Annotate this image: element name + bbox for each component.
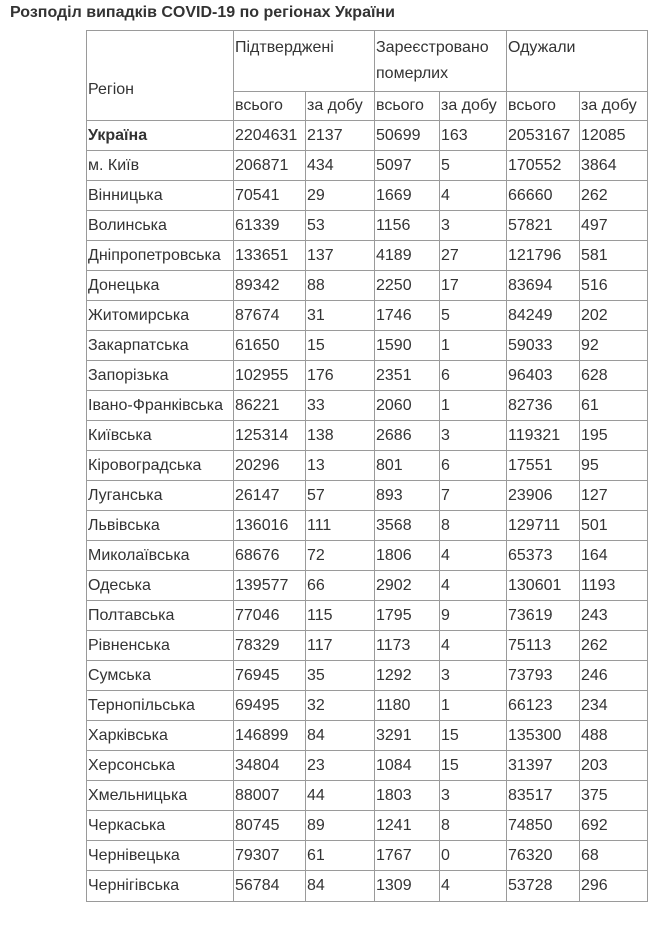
table-row <box>87 601 648 631</box>
cell-recovered-daily: 375 <box>580 781 648 811</box>
cell-recovered-daily: 246 <box>580 661 648 691</box>
cell-recovered-daily: 692 <box>580 811 648 841</box>
table-row <box>87 781 648 811</box>
cell-confirmed-total: 80745 <box>234 811 306 841</box>
cell-region: Херсонська <box>87 751 234 781</box>
table-row <box>87 541 648 571</box>
cell-region: Донецька <box>87 271 234 301</box>
cell-deaths-daily: 4 <box>440 571 507 601</box>
cell-region: Полтавська <box>87 601 234 631</box>
cell-region: Тернопільська <box>87 691 234 721</box>
cell-confirmed-daily: 434 <box>306 151 375 181</box>
cell-region: Чернігівська <box>87 871 234 902</box>
cell-deaths-total: 5097 <box>375 151 440 181</box>
cell-deaths-total: 2250 <box>375 271 440 301</box>
page-title: Розподіл випадків COVID-19 по регіонах України <box>10 4 395 21</box>
cell-confirmed-total: 79307 <box>234 841 306 871</box>
cell-region: Луганська <box>87 481 234 511</box>
cell-region: Харківська <box>87 721 234 751</box>
cell-region: Миколаївська <box>87 541 234 571</box>
cell-confirmed-total: 102955 <box>234 361 306 391</box>
subheader-recovered-total: всього <box>507 92 580 121</box>
cell-confirmed-daily: 23 <box>306 751 375 781</box>
cell-recovered-total: 130601 <box>507 571 580 601</box>
cell-confirmed-total: 20296 <box>234 451 306 481</box>
cell-deaths-total: 2351 <box>375 361 440 391</box>
cell-deaths-total: 801 <box>375 451 440 481</box>
cell-deaths-total: 3291 <box>375 721 440 751</box>
cell-region: Черкаська <box>87 811 234 841</box>
cell-deaths-daily: 3 <box>440 211 507 241</box>
cell-region: Україна <box>87 121 234 151</box>
cell-recovered-total: 121796 <box>507 241 580 271</box>
cell-deaths-daily: 4 <box>440 541 507 571</box>
cell-recovered-total: 73619 <box>507 601 580 631</box>
cell-recovered-total: 76320 <box>507 841 580 871</box>
cell-confirmed-daily: 89 <box>306 811 375 841</box>
cell-confirmed-total: 2204631 <box>234 121 306 151</box>
table-body <box>87 121 648 902</box>
cell-confirmed-daily: 53 <box>306 211 375 241</box>
table-row <box>87 691 648 721</box>
cell-region: Івано-Франківська <box>87 391 234 421</box>
cell-deaths-total: 1241 <box>375 811 440 841</box>
cell-recovered-daily: 68 <box>580 841 648 871</box>
table-row <box>87 721 648 751</box>
table-row <box>87 751 648 781</box>
cell-deaths-daily: 4 <box>440 871 507 902</box>
cell-recovered-daily: 262 <box>580 631 648 661</box>
cell-recovered-daily: 61 <box>580 391 648 421</box>
cell-recovered-daily: 1193 <box>580 571 648 601</box>
table-row <box>87 301 648 331</box>
cell-region: Одеська <box>87 571 234 601</box>
cell-region: Вінницька <box>87 181 234 211</box>
cell-recovered-daily: 516 <box>580 271 648 301</box>
cell-deaths-daily: 3 <box>440 421 507 451</box>
cell-confirmed-total: 206871 <box>234 151 306 181</box>
cell-recovered-total: 23906 <box>507 481 580 511</box>
cell-region: Кіровоградська <box>87 451 234 481</box>
cell-region: м. Київ <box>87 151 234 181</box>
table-row <box>87 241 648 271</box>
cell-deaths-daily: 15 <box>440 721 507 751</box>
cell-confirmed-total: 61339 <box>234 211 306 241</box>
cell-confirmed-daily: 137 <box>306 241 375 271</box>
column-header-region: Регіон <box>87 31 234 121</box>
cell-recovered-daily: 296 <box>580 871 648 902</box>
cell-deaths-total: 1292 <box>375 661 440 691</box>
subheader-deaths-total: всього <box>375 92 440 121</box>
cell-confirmed-total: 86221 <box>234 391 306 421</box>
cell-recovered-total: 66123 <box>507 691 580 721</box>
cell-deaths-total: 1803 <box>375 781 440 811</box>
cell-deaths-daily: 8 <box>440 511 507 541</box>
cell-deaths-daily: 5 <box>440 301 507 331</box>
table-row-total <box>87 121 648 151</box>
cell-deaths-daily: 3 <box>440 661 507 691</box>
cell-deaths-total: 2686 <box>375 421 440 451</box>
cell-recovered-daily: 234 <box>580 691 648 721</box>
cell-confirmed-daily: 88 <box>306 271 375 301</box>
cell-recovered-total: 65373 <box>507 541 580 571</box>
cell-recovered-total: 83517 <box>507 781 580 811</box>
cell-recovered-daily: 164 <box>580 541 648 571</box>
cell-region: Дніпропетровська <box>87 241 234 271</box>
cell-confirmed-daily: 33 <box>306 391 375 421</box>
table-row <box>87 871 648 902</box>
cell-deaths-daily: 27 <box>440 241 507 271</box>
cell-recovered-daily: 262 <box>580 181 648 211</box>
cell-recovered-total: 135300 <box>507 721 580 751</box>
cell-recovered-daily: 92 <box>580 331 648 361</box>
cell-deaths-daily: 163 <box>440 121 507 151</box>
cell-region: Київська <box>87 421 234 451</box>
table-row <box>87 271 648 301</box>
cell-region: Закарпатська <box>87 331 234 361</box>
cell-recovered-total: 2053167 <box>507 121 580 151</box>
cell-recovered-daily: 488 <box>580 721 648 751</box>
cell-deaths-daily: 4 <box>440 631 507 661</box>
cell-recovered-total: 96403 <box>507 361 580 391</box>
table-row <box>87 481 648 511</box>
table-row <box>87 151 648 181</box>
cell-confirmed-daily: 61 <box>306 841 375 871</box>
table-row <box>87 331 648 361</box>
cell-recovered-total: 119321 <box>507 421 580 451</box>
cell-recovered-total: 73793 <box>507 661 580 691</box>
cell-deaths-daily: 6 <box>440 451 507 481</box>
cell-deaths-total: 1180 <box>375 691 440 721</box>
cell-confirmed-total: 133651 <box>234 241 306 271</box>
cell-confirmed-total: 61650 <box>234 331 306 361</box>
subheader-confirmed-total: всього <box>234 92 306 121</box>
cell-deaths-total: 2902 <box>375 571 440 601</box>
cell-deaths-daily: 5 <box>440 151 507 181</box>
cell-deaths-total: 1767 <box>375 841 440 871</box>
cell-region: Запорізька <box>87 361 234 391</box>
cell-recovered-daily: 628 <box>580 361 648 391</box>
cell-recovered-total: 84249 <box>507 301 580 331</box>
cell-confirmed-daily: 32 <box>306 691 375 721</box>
cell-confirmed-total: 68676 <box>234 541 306 571</box>
cell-deaths-daily: 0 <box>440 841 507 871</box>
cell-deaths-daily: 6 <box>440 361 507 391</box>
subheader-deaths-daily: за добу <box>440 92 507 121</box>
cell-deaths-total: 1806 <box>375 541 440 571</box>
cell-recovered-total: 74850 <box>507 811 580 841</box>
cell-confirmed-daily: 31 <box>306 301 375 331</box>
cell-deaths-total: 1309 <box>375 871 440 902</box>
cell-recovered-total: 53728 <box>507 871 580 902</box>
cell-deaths-daily: 3 <box>440 781 507 811</box>
table-row <box>87 451 648 481</box>
cell-recovered-daily: 127 <box>580 481 648 511</box>
cell-confirmed-total: 56784 <box>234 871 306 902</box>
cell-deaths-total: 1173 <box>375 631 440 661</box>
cell-confirmed-total: 88007 <box>234 781 306 811</box>
cell-recovered-daily: 203 <box>580 751 648 781</box>
cell-deaths-daily: 1 <box>440 391 507 421</box>
cell-recovered-total: 170552 <box>507 151 580 181</box>
cell-confirmed-daily: 13 <box>306 451 375 481</box>
cell-deaths-total: 4189 <box>375 241 440 271</box>
table-row <box>87 811 648 841</box>
column-header-deaths: Зареєстровано померлих <box>375 31 507 92</box>
cell-deaths-total: 1156 <box>375 211 440 241</box>
cell-confirmed-total: 77046 <box>234 601 306 631</box>
cell-recovered-daily: 497 <box>580 211 648 241</box>
cell-confirmed-total: 87674 <box>234 301 306 331</box>
table-row <box>87 511 648 541</box>
subheader-recovered-daily: за добу <box>580 92 648 121</box>
cell-recovered-daily: 202 <box>580 301 648 331</box>
cell-deaths-total: 1795 <box>375 601 440 631</box>
table-row <box>87 391 648 421</box>
cell-confirmed-total: 69495 <box>234 691 306 721</box>
cell-region: Чернівецька <box>87 841 234 871</box>
cell-recovered-daily: 243 <box>580 601 648 631</box>
cell-deaths-total: 1746 <box>375 301 440 331</box>
cell-region: Хмельницька <box>87 781 234 811</box>
cell-recovered-daily: 12085 <box>580 121 648 151</box>
cell-confirmed-total: 139577 <box>234 571 306 601</box>
table-row <box>87 361 648 391</box>
table-header-row <box>87 31 648 92</box>
table-row <box>87 421 648 451</box>
cell-confirmed-daily: 35 <box>306 661 375 691</box>
cell-deaths-total: 3568 <box>375 511 440 541</box>
cell-recovered-total: 31397 <box>507 751 580 781</box>
cell-deaths-daily: 1 <box>440 691 507 721</box>
table-row <box>87 631 648 661</box>
cell-confirmed-daily: 84 <box>306 721 375 751</box>
table-row <box>87 571 648 601</box>
subheader-confirmed-daily: за добу <box>306 92 375 121</box>
cell-recovered-total: 82736 <box>507 391 580 421</box>
cell-recovered-total: 57821 <box>507 211 580 241</box>
column-header-recovered: Одужали <box>507 31 648 92</box>
cell-confirmed-total: 76945 <box>234 661 306 691</box>
cell-recovered-daily: 581 <box>580 241 648 271</box>
cell-recovered-daily: 3864 <box>580 151 648 181</box>
cell-region: Житомирська <box>87 301 234 331</box>
cell-region: Львівська <box>87 511 234 541</box>
cell-region: Рівненська <box>87 631 234 661</box>
cell-confirmed-daily: 57 <box>306 481 375 511</box>
cell-confirmed-daily: 115 <box>306 601 375 631</box>
cell-deaths-total: 50699 <box>375 121 440 151</box>
cell-confirmed-total: 136016 <box>234 511 306 541</box>
covid-region-table <box>86 30 648 902</box>
cell-deaths-daily: 7 <box>440 481 507 511</box>
table-row <box>87 841 648 871</box>
column-header-confirmed: Підтверджені <box>234 31 375 92</box>
cell-confirmed-daily: 111 <box>306 511 375 541</box>
cell-region: Сумська <box>87 661 234 691</box>
cell-confirmed-total: 34804 <box>234 751 306 781</box>
cell-confirmed-daily: 44 <box>306 781 375 811</box>
cell-deaths-total: 1590 <box>375 331 440 361</box>
table-row <box>87 181 648 211</box>
cell-deaths-daily: 8 <box>440 811 507 841</box>
cell-confirmed-total: 146899 <box>234 721 306 751</box>
cell-confirmed-daily: 176 <box>306 361 375 391</box>
cell-confirmed-daily: 15 <box>306 331 375 361</box>
cell-confirmed-total: 78329 <box>234 631 306 661</box>
cell-deaths-total: 2060 <box>375 391 440 421</box>
cell-confirmed-daily: 117 <box>306 631 375 661</box>
cell-deaths-total: 1084 <box>375 751 440 781</box>
cell-region: Волинська <box>87 211 234 241</box>
cell-recovered-total: 75113 <box>507 631 580 661</box>
cell-confirmed-total: 125314 <box>234 421 306 451</box>
table-row <box>87 661 648 691</box>
cell-deaths-daily: 9 <box>440 601 507 631</box>
cell-recovered-daily: 195 <box>580 421 648 451</box>
cell-confirmed-daily: 138 <box>306 421 375 451</box>
cell-deaths-daily: 1 <box>440 331 507 361</box>
cell-deaths-daily: 17 <box>440 271 507 301</box>
cell-deaths-total: 893 <box>375 481 440 511</box>
cell-recovered-daily: 501 <box>580 511 648 541</box>
cell-confirmed-total: 70541 <box>234 181 306 211</box>
cell-confirmed-daily: 66 <box>306 571 375 601</box>
cell-confirmed-total: 26147 <box>234 481 306 511</box>
cell-deaths-total: 1669 <box>375 181 440 211</box>
cell-recovered-total: 129711 <box>507 511 580 541</box>
cell-confirmed-total: 89342 <box>234 271 306 301</box>
cell-confirmed-daily: 29 <box>306 181 375 211</box>
cell-recovered-total: 83694 <box>507 271 580 301</box>
cell-recovered-total: 66660 <box>507 181 580 211</box>
cell-deaths-daily: 15 <box>440 751 507 781</box>
table-row <box>87 211 648 241</box>
cell-confirmed-daily: 84 <box>306 871 375 902</box>
cell-confirmed-daily: 72 <box>306 541 375 571</box>
cell-recovered-total: 59033 <box>507 331 580 361</box>
cell-recovered-daily: 95 <box>580 451 648 481</box>
cell-confirmed-daily: 2137 <box>306 121 375 151</box>
cell-recovered-total: 17551 <box>507 451 580 481</box>
cell-deaths-daily: 4 <box>440 181 507 211</box>
